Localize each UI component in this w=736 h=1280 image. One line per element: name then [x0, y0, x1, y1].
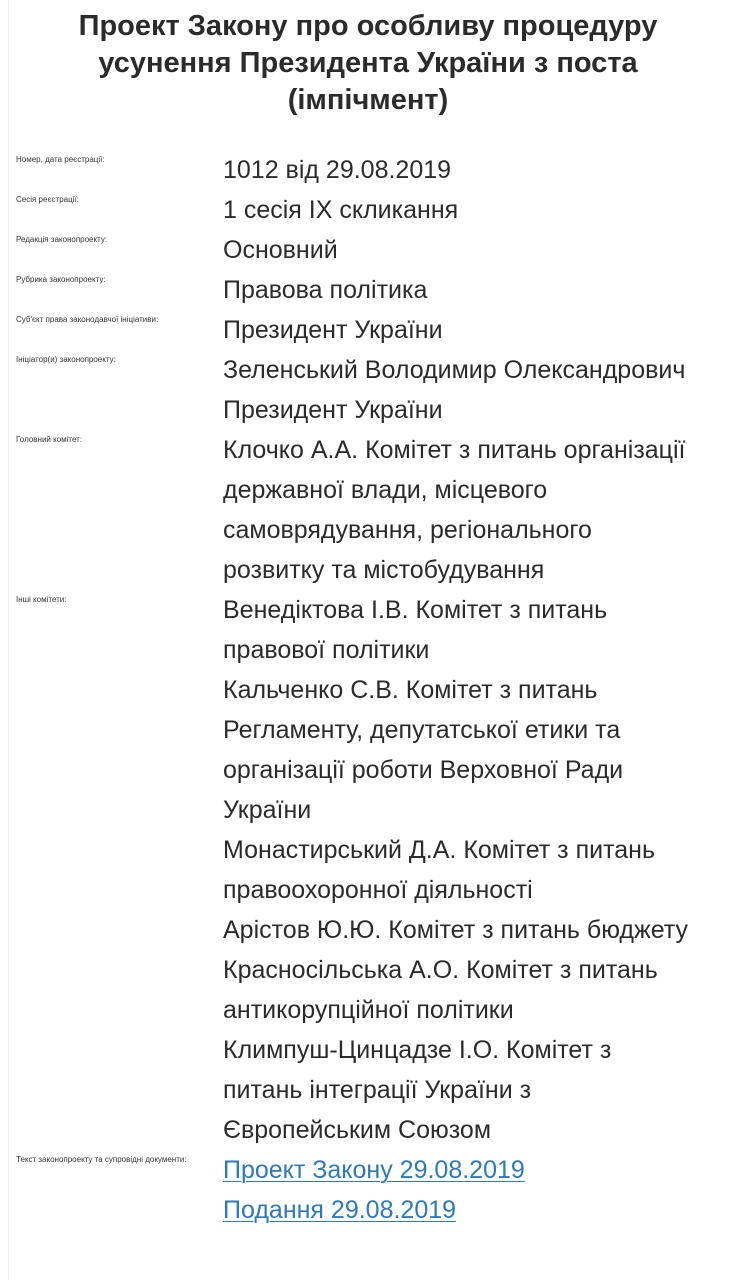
- documents-label: Текст законопроекту та супровідні документи:: [16, 1155, 187, 1164]
- value-line: України: [223, 796, 312, 824]
- value-line: Зеленський Володимир Олександрович: [223, 356, 686, 384]
- row-other-committees: [0, 590, 736, 1150]
- value-line: Європейським Союзом: [223, 1116, 492, 1144]
- value-line: правоохоронної діяльності: [223, 876, 533, 904]
- value-line: правової політики: [223, 636, 430, 664]
- value-line: антикорупційної політики: [223, 996, 514, 1024]
- value-line: Кальченко С.В. Комітет з питань: [223, 676, 598, 704]
- documents-links: [223, 1150, 736, 1230]
- value-line: державної влади, місцевого: [223, 476, 548, 504]
- value-line: Венедіктова І.В. Комітет з питань: [223, 596, 608, 624]
- bill-category-label: Рубрика законопроекту:: [16, 275, 106, 284]
- bill-text-link[interactable]: Проект Закону 29.08.2019: [223, 1156, 525, 1184]
- value-line: 1012 від 29.08.2019: [223, 156, 452, 184]
- row-bill-category: [0, 270, 736, 310]
- bill-edition-value: [223, 230, 736, 270]
- value-line: Президент України: [223, 316, 443, 344]
- bill-edition-label: Редакція законопроекту:: [16, 235, 108, 244]
- registration-session-label: Сесія реєстрації:: [16, 195, 79, 204]
- bill-details: [0, 150, 736, 1230]
- page-title-line: усунення Президента України з поста: [98, 47, 638, 79]
- page-title: [0, 0, 736, 119]
- row-initiators: [0, 350, 736, 430]
- value-line: Регламенту, депутатської етики та: [223, 716, 621, 744]
- page-title-line: (імпічмент): [287, 84, 449, 116]
- registration-number-value: [223, 150, 736, 190]
- initiative-subject-label: Суб'єкт права законодавчої ініціативи:: [16, 315, 159, 324]
- bill-category-value: [223, 270, 736, 310]
- other-committees-label: Інші комітети:: [16, 595, 67, 604]
- registration-number-label: Номер, дата реєстрації:: [16, 155, 105, 164]
- value-line: самоврядування, регіонального: [223, 516, 592, 544]
- main-committee-label: Головний комітет:: [16, 435, 83, 444]
- row-bill-edition: [0, 230, 736, 270]
- row-main-committee: [0, 430, 736, 590]
- value-line: питань інтеграції України з: [223, 1076, 532, 1104]
- page-title-line: Проект Закону про особливу процедуру: [78, 10, 658, 42]
- value-line: Правова політика: [223, 276, 428, 304]
- main-committee-value: [223, 430, 736, 590]
- submission-link[interactable]: Подання 29.08.2019: [223, 1196, 457, 1224]
- value-line: Клочко А.А. Комітет з питань організації: [223, 436, 686, 464]
- value-line: розвитку та містобудування: [223, 556, 545, 584]
- registration-session-value: [223, 190, 736, 230]
- value-line: Монастирський Д.А. Комітет з питань: [223, 836, 655, 864]
- value-line: Красносільська А.О. Комітет з питань: [223, 956, 658, 984]
- value-line: Климпуш-Цинцадзе І.О. Комітет з: [223, 1036, 612, 1064]
- initiators-label: Ініціатор(и) законопроекту:: [16, 355, 116, 364]
- value-line: Президент України: [223, 396, 443, 424]
- initiators-value: [223, 350, 736, 430]
- row-documents: [0, 1150, 736, 1230]
- row-registration-session: [0, 190, 736, 230]
- value-line: 1 сесія IX скликання: [223, 196, 459, 224]
- initiative-subject-value: [223, 310, 736, 350]
- value-line: організації роботи Верховної Ради: [223, 756, 624, 784]
- value-line: Арістов Ю.Ю. Комітет з питань бюджету: [223, 916, 689, 944]
- row-initiative-subject: [0, 310, 736, 350]
- value-line: Основний: [223, 236, 338, 264]
- row-registration-number: [0, 150, 736, 190]
- other-committees-value: [223, 590, 736, 1150]
